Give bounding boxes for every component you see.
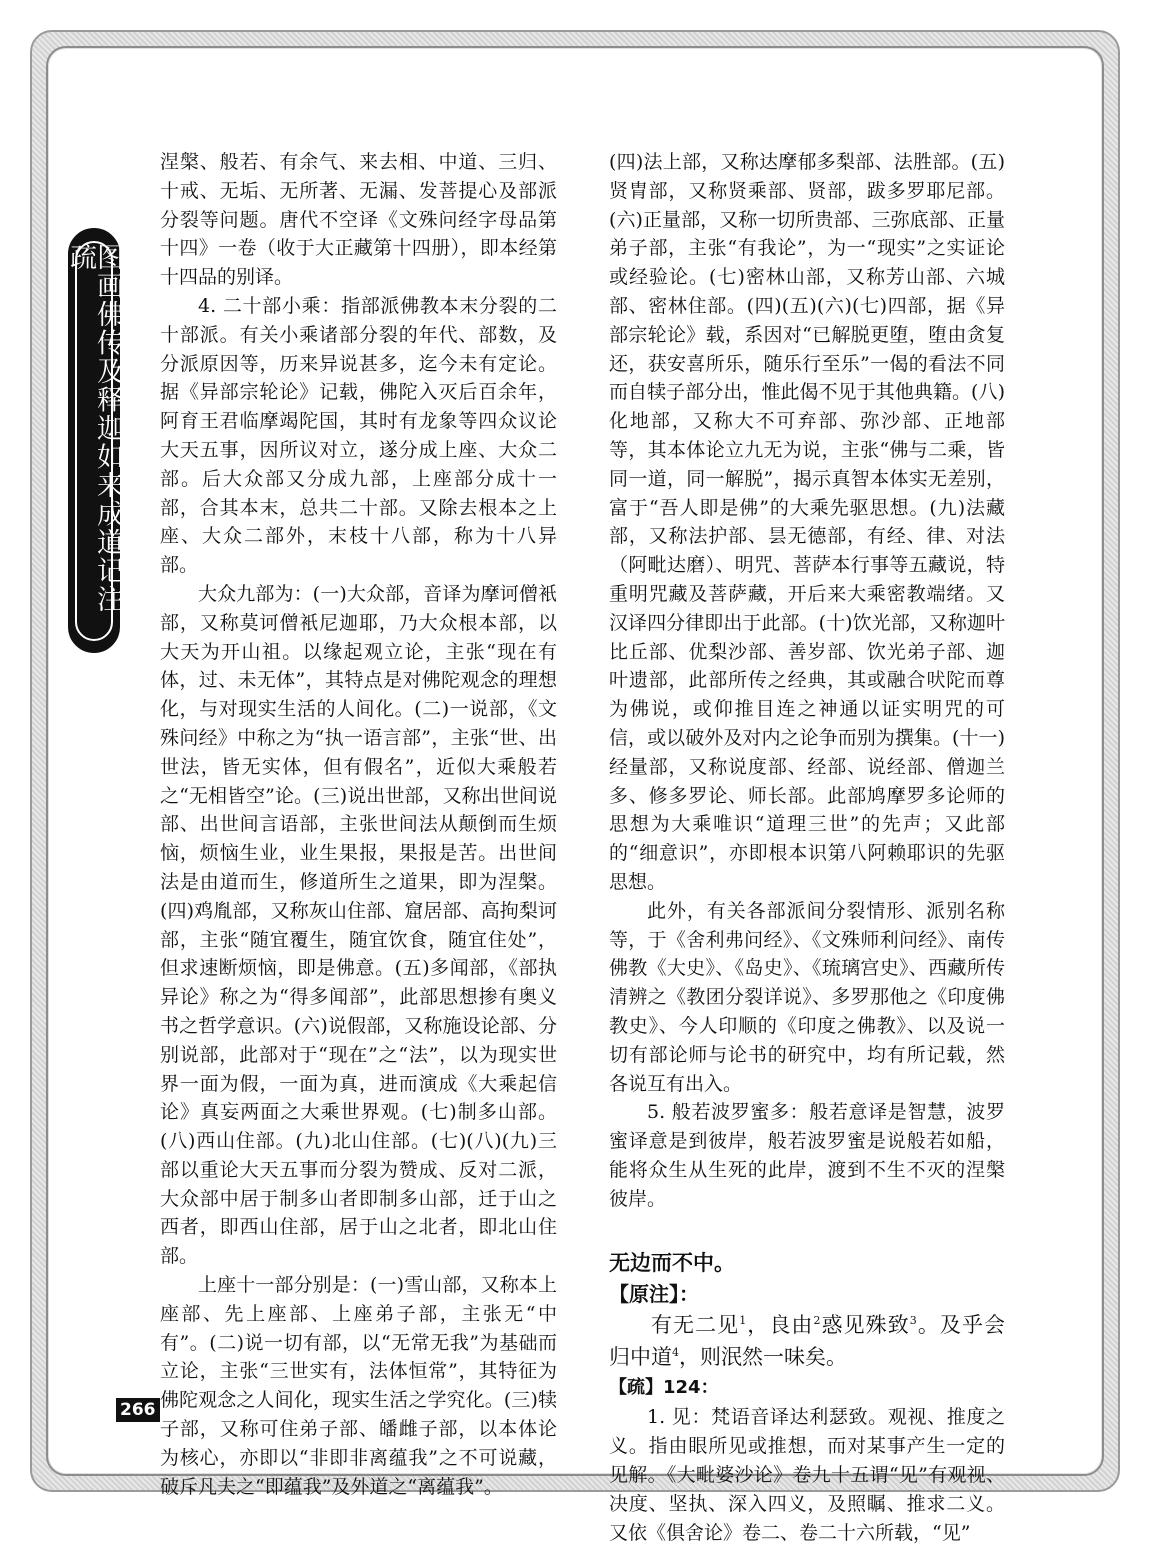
paragraph: (四)法上部，又称达摩郁多梨部、法胜部。(五)贤胄部，又称贤乘部、贤部，跋多罗耶尼部。(六)正量部，又称一切所贵部、三弥底部、正量弟子部，主张“有我论”，为一“现实”之实证论或经验论。(七)密林山部，又称芳山部、六城部、密林住部。(四)(五)(六)(七)四部，据《异部宗轮论》载，系因对“已解脱更堕，堕由贪复还，获安喜所乐，随乐行至乐”一偈的看法不同而自犊子部分出，惟此偈不见于其他典籍。(八)化地部，又称大不可弃部、弥沙部、正地部等，其本体论立九无为说，主张“佛与二乘，皆同一道，同一解脱”，揭示真智本体实无差别，富于“吾人即是佛”的大乘先驱思想。(九)法藏部，又称法护部、昙无德部，有经、律、对法（阿毗达磨）、明咒、菩萨本行事等五藏说，特重明咒藏及菩萨藏，开后来大乘密教端绪。又汉译四分律即出于此部。(十)饮光部，又称迦叶比丘部、优梨沙部、善岁部、饮光弟子部、迦叶遗部，此部所传之经典，其或融合吠陀而尊为佛说，或仰推目连之神通以证实明咒的可信，或以破外及对内之论争而别为撰集。(十一)经量部，又称说度部、经部、说经部、僧迦兰多、修多罗论、师长部。此部鸠摩罗多论师的思想为大乘唯识“道理三世”的先声；又此部的“细意识”，亦即根本识第八阿赖耶识的先驱思想。: [609, 151, 1005, 893]
side-title-tab: [65, 228, 123, 653]
footnote-marker: 4: [672, 1346, 679, 1360]
book-title: 图画佛传及释迦如来成道记注疏: [65, 242, 123, 613]
original-note-label: 【原注】：: [609, 1282, 699, 1307]
footnote-marker: 3: [909, 1314, 917, 1328]
right-column: [609, 148, 1005, 1547]
commentary-label: 【疏】124：: [609, 1377, 719, 1399]
footnote-marker: 2: [813, 1314, 821, 1328]
page-number: 266: [116, 1398, 160, 1422]
verse-heading: 无边而不中。: [609, 1251, 735, 1276]
footnote-marker: 1: [739, 1314, 747, 1328]
note-line: 有无二见$^1$，良由$^2$惑见殊致$^3$。及乎会归中道$^4$，则泯然一味矣。: [609, 1313, 1006, 1370]
paragraph: 此外，有关各部派间分裂情形、派别名称等，于《舍利弗问经》、《文殊师利问经》、南传佛教《大史》、《岛史》、《琉璃宫史》、西藏所传清辨之《教团分裂详说》、多罗那他之《印度佛教史》、今人印顺的《印度之佛教》、以及说一切有部论师与论书的研究中，均有所记载，然各说互有出入。: [609, 899, 1005, 1095]
commentary-paragraph: 1. 见：梵语音译达利瑟致。观视、推度之义。指由眼所见或推想，而对某事产生一定的见解。《大毗婆沙论》卷九十五谓“见”有观视、决度、坚执、深入四义，及照瞩、推求二义。又依《俱舍论》卷二、卷二十六所载，“见”: [609, 1406, 1005, 1544]
paragraph: 5. 般若波罗蜜多：般若意译是智慧，波罗蜜译意是到彼岸，般若波罗蜜是说般若如船，能将众生从生死的此岸，渡到不生不灭的涅槃彼岸。: [609, 1101, 1005, 1210]
paragraph: 上座十一部分别是：(一)雪山部，又称本上座部、先上座部、上座弟子部，主张无“中有”。(二)说一切有部，以“无常无我”为基础而立论，主张“三世实有，法体恒常”，其特征为佛陀观念之人间化，现实生活之学究化。(三)犊子部，又称可住弟子部、皤雌子部，以本体论为核心，亦即以“非即非离蕴我”之不可说藏，破斥凡夫之“即蕴我”及外道之“离蕴我”。: [160, 1274, 557, 1498]
paragraph: 4. 二十部小乘：指部派佛教本末分裂的二十部派。有关小乘诸部分裂的年代、部数，及分派原因等，历来异说甚多，迄今未有定论。据《异部宗轮论》记载，佛陀入灭后百余年，阿育王君临摩竭陀国，其时有龙象等四众议论大天五事，因所议对立，遂分成上座、大众二部。后大众部又分成九部，上座部分成十一部，合其本末，总共二十部。又除去根本之上座、大众二部外，末枝十八部，称为十八异部。: [160, 294, 557, 577]
paragraph: 大众九部为：(一)大众部，音译为摩诃僧衹部，又称莫诃僧衹尼迦耶，乃大众根本部，以大天为开山祖。以缘起观立论，主张“现在有体，过、未无体”，其特点是对佛陀观念的理想化，与对现实生活的人间化。(二)一说部，《文殊问经》中称之为“执一语言部”，主张“世、出世法，皆无实体，但有假名”，近似大乘般若之“无相皆空”论。(三)说出世部，又称出世间说部、出世间言语部，主张世间法从颠倒而生烦恼，烦恼生业，业生果报，果报是苦。出世间法是由道而生，修道所生之道果，即为涅槃。(四)鸡胤部，又称灰山住部、窟居部、高拘梨诃部，主张“随宜覆生，随宜饮食，随宜住处”，但求速断烦恼，即是佛意。(五)多闻部，《部执异论》称之为“得多闻部”，此部思想掺有奥义书之哲学意识。(六)说假部，又称施设论部、分别说部，此部对于“现在”之“法”，以为现实世界一面为假，一面为真，进而演成《大乘起信论》真妄两面之大乘世界观。(七)制多山部。(八)西山住部。(九)北山住部。(七)(八)(九)三部以重论大天五事而分裂为赞成、反对二派，大众部中居于制多山者即制多山部，迁于山之西者，即西山住部，居于山之北者，即北山住部。: [160, 582, 557, 1268]
paragraph: 涅槃、般若、有余气、来去相、中道、三归、十戒、无垢、无所著、无漏、发菩提心及部派分裂等问题。唐代不空译《文殊问经字母品第十四》一卷（收于大正藏第十四册），即本经第十四品的别译。: [160, 151, 557, 289]
left-column: [160, 148, 557, 1501]
original-note: [609, 1309, 1005, 1373]
